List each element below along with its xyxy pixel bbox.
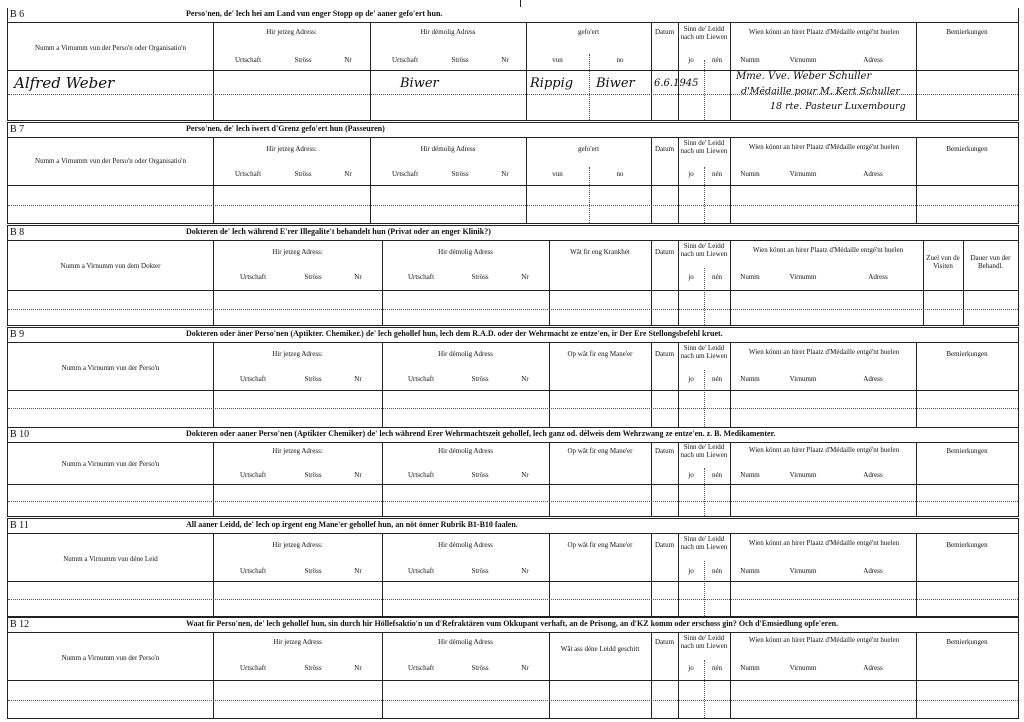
- firstname-label: Virnumm: [789, 471, 817, 479]
- city-label: Urtschaft: [407, 664, 435, 672]
- medal-recipient-label: Wien könnt an hirer Plaatz d'Médaille entgé'nt huelen: [748, 636, 900, 644]
- medal-recipient-label: Wien könnt an hirer Plaatz d'Médaille entgé'nt huelen: [748, 348, 900, 356]
- manner-label: Op wât fir eng Mane'er: [567, 541, 633, 549]
- section-code: B 11: [10, 520, 29, 531]
- number-label: Nr: [354, 375, 362, 383]
- yes-label: jo: [688, 170, 694, 178]
- medal-recipient-label: Wien könnt an hirer Plaatz d'Médaille entgé'nt huelen: [748, 539, 900, 547]
- current-address-label: Hir jetzeg Adress:: [266, 145, 317, 153]
- lastname-label: Numm: [740, 567, 760, 575]
- firstname-label: Virnumm: [789, 567, 817, 575]
- address-label: Adress: [863, 375, 883, 383]
- section-header: [8, 618, 1018, 633]
- no-label: nén: [711, 471, 723, 479]
- alive-label: Sinn de' Leidd nach um Liewen: [680, 344, 728, 360]
- firstname-label: Virnumm: [789, 273, 817, 281]
- address-label: Adress: [863, 56, 883, 64]
- former-address-label: Hir démolig Adress: [420, 145, 476, 153]
- address-label: Adress: [863, 471, 883, 479]
- city-label: Urtschaft: [239, 273, 267, 281]
- section-b8: [7, 225, 1019, 326]
- yes-label: jo: [688, 471, 694, 479]
- number-label: Nr: [521, 273, 529, 281]
- address-label: Adress: [868, 273, 888, 281]
- section-title: All aaner Leidd, de' lech op irgent eng Mane'er gehollef hun, an nöt önner Rubrik B1-B10 faalen.: [186, 520, 518, 529]
- city-label: Urtschaft: [239, 664, 267, 672]
- city-label: Urtschaft: [239, 375, 267, 383]
- handwritten-name: Alfred Weber: [14, 74, 115, 92]
- city-label: Urtschaft: [234, 170, 262, 178]
- lastname-label: Numm: [740, 471, 760, 479]
- street-label: Ströss: [471, 375, 489, 383]
- street-label: Ströss: [304, 471, 322, 479]
- duration-label: Dauer vun der Behandl.: [970, 254, 1011, 270]
- section-title: Perso'nen, de' lech hei am Land vun enger Stopp op de' aaner gefo'ert hun.: [186, 9, 443, 18]
- handwritten-medal-line3: 18 rte. Pasteur Luxembourg: [770, 101, 906, 112]
- name-column-label: Numm a Virnumm vun dem Dokter: [60, 262, 161, 270]
- city-label: Urtschaft: [239, 567, 267, 575]
- remarks-label: Bemierkungen: [946, 638, 988, 646]
- yes-label: jo: [688, 273, 694, 281]
- date-label: Datum: [654, 447, 675, 455]
- current-address-label: Hir jetzeg Adress:: [266, 28, 317, 36]
- former-address-label: Hir démolig Adress: [438, 541, 493, 549]
- name-column-label: Numm a Virnumm vun der Perso'n oder Organisatio'n: [35, 157, 186, 165]
- alive-label: Sinn de' Leidd nach um Liewen: [680, 25, 728, 41]
- number-label: Nr: [354, 273, 362, 281]
- remarks-label: Bemierkungen: [946, 447, 988, 455]
- section-code: B 9: [10, 329, 25, 340]
- name-column-label: Numm a Virnumm vun der Perso'n: [61, 460, 160, 468]
- name-column-label: Numm a Virnumm vun der Perso'n: [61, 654, 160, 662]
- transported-label: gefo'ert: [577, 145, 600, 153]
- remarks-label: Bemierkungen: [946, 28, 988, 36]
- alive-label: Sinn de' Leidd nach um Liewen: [680, 634, 728, 650]
- current-address-label: Hir jetzeg Adress:: [272, 248, 323, 256]
- handwritten-date: 6.6.1945: [654, 78, 699, 89]
- street-label: Ströss: [304, 273, 322, 281]
- address-label: Adress: [863, 170, 883, 178]
- section-title: Dokteren oder aaner Perso'nen (Aptikter Chemiker) de' lech während Erer Wehrmachtszeit gehollef, lech ganz od. délweis dem Wehrzwang ze entze'en. z. B. Medikamenter.: [186, 429, 776, 438]
- number-label: Nr: [521, 664, 529, 672]
- alive-label: Sinn de' Leidd nach um Liewen: [680, 535, 728, 551]
- section-b7: [7, 122, 1019, 224]
- section-title: Perso'nen, de' lech iwert d'Grenz gefo'ert hun (Passeuren): [186, 124, 385, 133]
- number-label: Nr: [354, 567, 362, 575]
- number-label: Nr: [354, 471, 362, 479]
- section-b12: [7, 617, 1019, 719]
- date-label: Datum: [654, 350, 675, 358]
- former-address-label: Hir démolig Adress: [438, 350, 493, 358]
- city-label: Urtschaft: [407, 375, 435, 383]
- city-label: Urtschaft: [407, 273, 435, 281]
- firstname-label: Virnumm: [789, 375, 817, 383]
- section-title: Dokteren oder äner Perso'nen (Aptikter. Chemiker.) de' lech gehollef hun, lech dem R.A.D. oder der Wehrmacht ze entze'en, ir Der Ere Stellongsbefehl kruet.: [186, 329, 723, 338]
- manner-label: Op wât fir eng Mane'er: [567, 350, 633, 358]
- no-label: nén: [711, 273, 723, 281]
- section-header: [8, 8, 1018, 23]
- address-label: Adress: [863, 664, 883, 672]
- date-label: Datum: [654, 541, 675, 549]
- street-label: Ströss: [471, 664, 489, 672]
- medal-recipient-label: Wien könnt an hirer Plaatz d'Médaille entgé'nt huelen: [748, 446, 900, 454]
- name-column-label: Numm a Virnumm vun der Perso'n oder Organisatio'n: [35, 44, 186, 52]
- handwritten-from: Rippig: [530, 76, 574, 91]
- street-label: Ströss: [304, 567, 322, 575]
- name-column-label: Numm a Virnumm vun déne Leid: [63, 555, 158, 563]
- section-b6: [7, 8, 1019, 121]
- section-b9: [7, 327, 1019, 428]
- section-code: B 12: [10, 619, 30, 630]
- section-code: B 6: [10, 9, 25, 20]
- current-address-label: Hir jetzeg Adress:: [272, 541, 323, 549]
- medal-recipient-label: Wien könnt an hirer Plaatz d'Médaille entgé'nt huelen: [748, 28, 900, 36]
- section-b10: [7, 427, 1019, 517]
- illness-label: Wât fir eng Krankhét: [570, 248, 630, 256]
- lastname-label: Numm: [740, 375, 760, 383]
- lastname-label: Numm: [740, 170, 760, 178]
- number-label: Nr: [354, 664, 362, 672]
- number-label: Nr: [521, 567, 529, 575]
- section-code: B 8: [10, 227, 25, 238]
- current-address-label: Hir jetzeg Adress:: [272, 350, 323, 358]
- section-title: Waat fir Perso'nen, de' lech gehollef hun, sin durch hir Höllefsaktio'n un d'Refraktären vum Okkupant verhaft, an de Prisong, an d'KZ komm oder erschoss gin? Och d'Emsiedlung opfe'eren.: [186, 619, 839, 628]
- street-label: Ströss: [294, 170, 312, 178]
- from-label: vun: [552, 56, 563, 64]
- yes-label: jo: [688, 375, 694, 383]
- alive-label: Sinn de' Leidd nach um Liewen: [680, 139, 728, 155]
- visits-label: Zuel vun de Visiten: [926, 254, 960, 270]
- remarks-label: Bemierkungen: [946, 145, 988, 153]
- city-label: Urtschaft: [234, 56, 262, 64]
- to-label: no: [616, 56, 624, 64]
- number-label: Nr: [501, 170, 509, 178]
- handwritten-former-city: Biwer: [400, 76, 439, 91]
- address-label: Adress: [863, 567, 883, 575]
- number-label: Nr: [501, 56, 509, 64]
- no-label: nén: [711, 664, 723, 672]
- current-address-label: Hir jetzeg Adress:: [272, 447, 323, 455]
- section-b11: [7, 518, 1019, 617]
- medal-recipient-label: Wien könnt an hirer Plaatz d'Médaille entgé'nt huelen: [748, 143, 900, 151]
- no-label: nén: [711, 567, 723, 575]
- city-label: Urtschaft: [407, 471, 435, 479]
- section-code: B 10: [10, 429, 30, 440]
- transported-label: gefo'ert: [577, 28, 600, 36]
- date-label: Datum: [654, 638, 675, 646]
- street-label: Ströss: [304, 375, 322, 383]
- alive-label: Sinn de' Leidd nach um Liewen: [680, 443, 728, 459]
- name-column-label: Numm a Virnumm vun der Perso'n: [61, 364, 160, 372]
- handwritten-medal-line2: d'Médaille pour M. Kert Schuller: [741, 86, 900, 97]
- medal-recipient-label: Wien könnt an hirer Plaatz d'Médaille entgé'nt huelen: [752, 246, 904, 254]
- section-header: [8, 123, 1018, 138]
- number-label: Nr: [344, 170, 352, 178]
- former-address-label: Hir démolig Adress: [438, 638, 493, 646]
- number-label: Nr: [521, 375, 529, 383]
- section-header: [8, 328, 1018, 343]
- city-label: Urtschaft: [407, 567, 435, 575]
- manner-label: Op wât fir eng Mane'er: [567, 447, 633, 455]
- city-label: Urtschaft: [391, 170, 419, 178]
- from-label: vun: [552, 170, 563, 178]
- street-label: Ströss: [451, 170, 469, 178]
- date-label: Datum: [654, 145, 675, 153]
- firstname-label: Virnumm: [789, 170, 817, 178]
- section-header: [8, 428, 1018, 443]
- fate-label: Wât ass déne Leidd geschitt: [560, 645, 640, 653]
- handwritten-to: Biwer: [596, 76, 635, 91]
- no-label: nén: [711, 375, 723, 383]
- current-address-label: Hir jetzeg Adress: [273, 638, 322, 646]
- street-label: Ströss: [471, 567, 489, 575]
- former-address-label: Hir démolig Adress: [420, 28, 476, 36]
- to-label: no: [616, 170, 624, 178]
- yes-label: jo: [688, 664, 694, 672]
- former-address-label: Hir démolig Adress: [438, 248, 493, 256]
- top-register-mark: [520, 0, 521, 7]
- lastname-label: Numm: [740, 56, 760, 64]
- date-label: Datum: [654, 28, 675, 36]
- remarks-label: Bemierkungen: [946, 350, 988, 358]
- alive-label: Sinn de' Leidd nach um Liewen: [680, 242, 728, 258]
- lastname-label: Numm: [740, 664, 760, 672]
- number-label: Nr: [344, 56, 352, 64]
- street-label: Ströss: [304, 664, 322, 672]
- yes-label: jo: [688, 567, 694, 575]
- section-header: [8, 226, 1018, 241]
- street-label: Ströss: [471, 471, 489, 479]
- yes-label: jo: [688, 56, 694, 64]
- firstname-label: Virnumm: [789, 664, 817, 672]
- section-title: Dokteren de' lech während E'rer Illegalite't behandelt hun (Privat oder an enger Klinik?): [186, 227, 491, 236]
- section-header: [8, 519, 1018, 534]
- firstname-label: Virnumm: [789, 56, 817, 64]
- handwritten-medal-line1: Mme. Vve. Weber Schuller: [736, 71, 872, 82]
- city-label: Urtschaft: [391, 56, 419, 64]
- street-label: Ströss: [471, 273, 489, 281]
- no-label: nén: [711, 170, 723, 178]
- date-label: Datum: [654, 248, 675, 256]
- section-code: B 7: [10, 124, 25, 135]
- city-label: Urtschaft: [239, 471, 267, 479]
- number-label: Nr: [521, 471, 529, 479]
- former-address-label: Hir démolig Adress: [438, 447, 493, 455]
- remarks-label: Bemierkungen: [946, 541, 988, 549]
- no-label: nén: [711, 56, 723, 64]
- street-label: Ströss: [451, 56, 469, 64]
- street-label: Ströss: [294, 56, 312, 64]
- lastname-label: Numm: [740, 273, 760, 281]
